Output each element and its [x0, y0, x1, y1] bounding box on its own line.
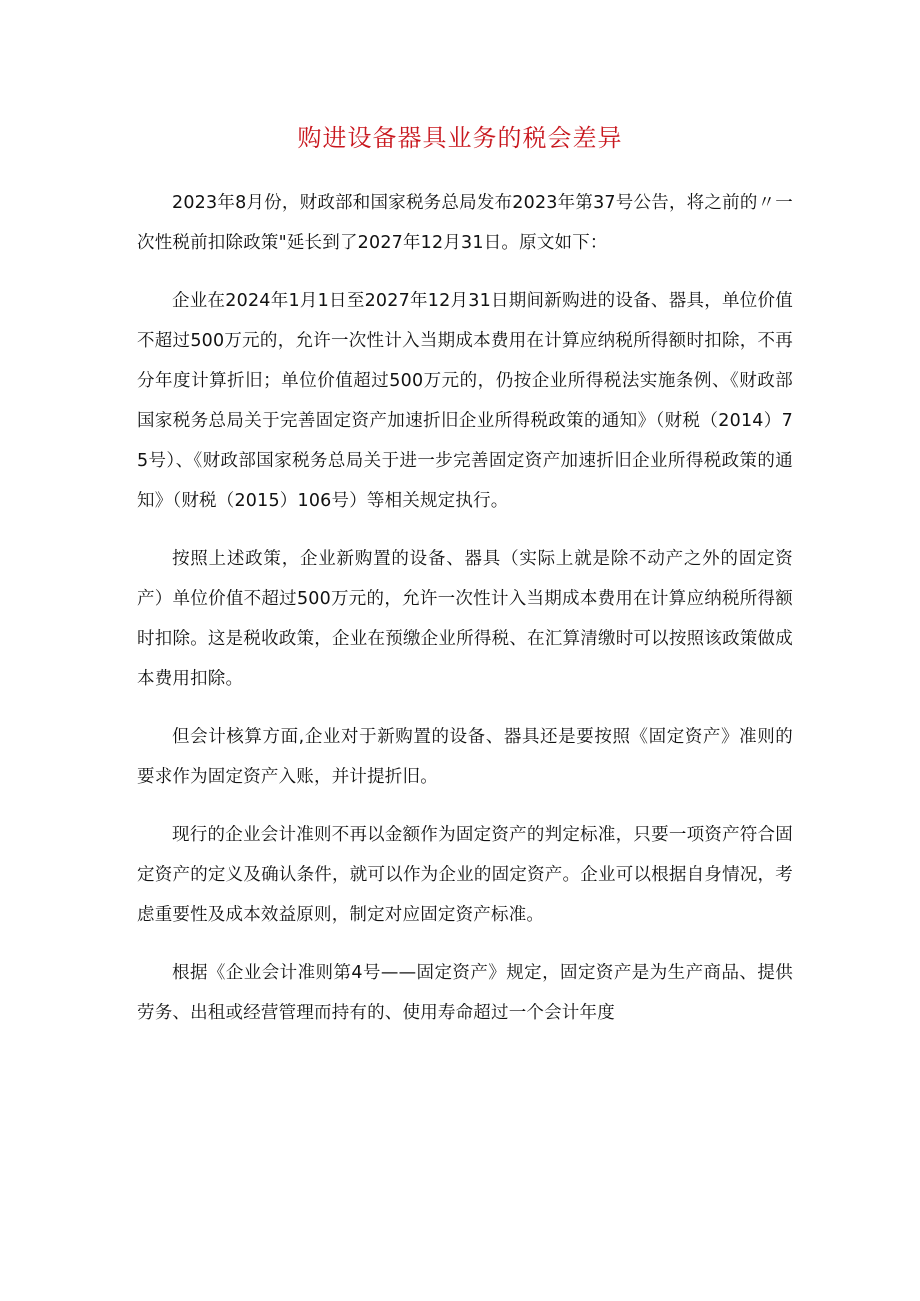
paragraph-definition: 根据《企业会计准则第4号——固定资产》规定，固定资产是为生产商品、提供劳务、出租或经营管理而持有的、使用寿命超过一个会计年度 — [137, 963, 793, 1023]
paragraph-standards: 现行的企业会计准则不再以金额作为固定资产的判定标准，只要一项资产符合固定资产的定义及确认条件，就可以作为企业的固定资产。企业可以根据自身情况，考虑重要性及成本效益原则，制定对应固定资产标准。 — [137, 825, 793, 925]
document-title: 购进设备器具业务的税会差异 — [297, 124, 623, 152]
paragraph-policy-explanation: 按照上述政策，企业新购置的设备、器具（实际上就是除不动产之外的固定资产）单位价值不超过500万元的，允许一次性计入当期成本费用在计算应纳税所得额时扣除。这是税收政策，企业在预缴企业所得税、在汇算清缴时可以按照该政策做成本费用扣除。 — [137, 549, 793, 689]
paragraph-accounting: 但会计核算方面,企业对于新购置的设备、器具还是要按照《固定资产》准则的要求作为固定资产入账，并计提折旧。 — [137, 727, 793, 787]
paragraph-policy-text: 企业在2024年1月1日至2027年12月31日期间新购进的设备、器具，单位价值不超过500万元的，允许一次性计入当期成本费用在计算应纳税所得额时扣除，不再分年度计算折旧；单位价值超过500万元的，仍按企业所得税法实施条例、《财政部国家税务总局关于完善固定资产加速折旧企业所得税政策的通知》（财税（2014）75号）、《财政部国家税务总局关于进一步完善固定资产加速折旧企业所得税政策的通知》（财税（2015）106号）等相关规定执行。 — [137, 291, 793, 511]
paragraph-announcement: 2023年8月份，财政部和国家税务总局发布2023年第37号公告，将之前的〃一次性税前扣除政策"延长到了2027年12月31日。原文如下： — [137, 193, 793, 253]
document-body — [137, 183, 793, 1051]
